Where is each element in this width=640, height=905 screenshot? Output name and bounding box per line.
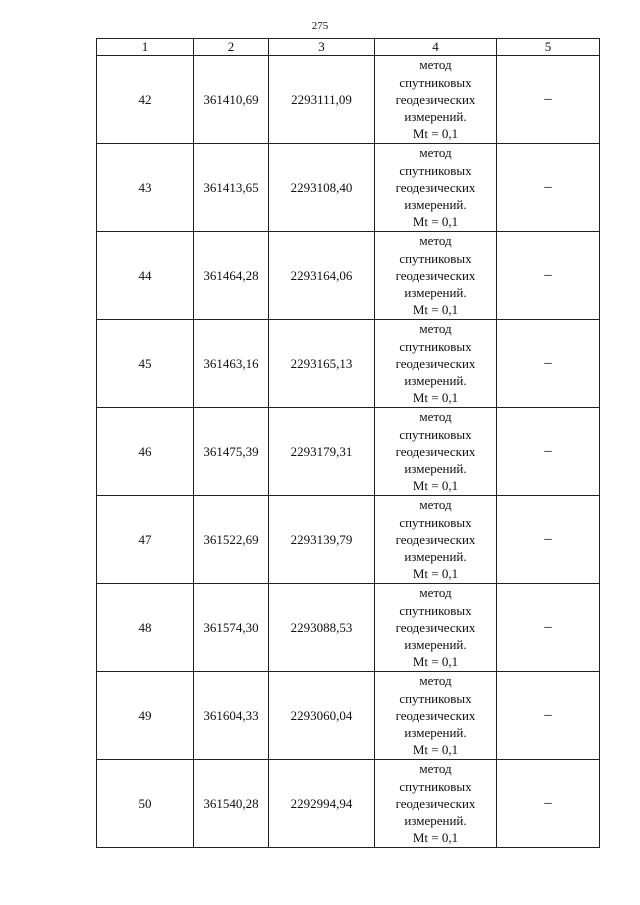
method-line: спутниковых: [399, 426, 472, 442]
point-number-cell: 45: [97, 320, 194, 408]
method-cell: [375, 760, 497, 848]
method-line: геодезических: [395, 795, 476, 811]
table-row: [97, 496, 600, 584]
table-row: [97, 408, 600, 496]
method-line: измерений.: [404, 549, 467, 565]
method-line: спутниковых: [399, 690, 472, 706]
method-cell: [375, 672, 497, 760]
method-line: измерений.: [404, 109, 467, 125]
x-coordinate-cell: 361604,33: [194, 672, 269, 760]
x-coordinate-cell: 361540,28: [194, 760, 269, 848]
method-line: Mt = 0,1: [412, 478, 459, 494]
method-line: метод: [419, 409, 452, 425]
point-number-cell: 49: [97, 672, 194, 760]
y-coordinate-cell: 2293088,53: [269, 584, 375, 672]
table-row: [97, 232, 600, 320]
table-row: [97, 56, 600, 144]
dash-cell: –: [497, 320, 600, 408]
page-number: 275: [311, 20, 329, 32]
method-line: метод: [419, 233, 452, 249]
method-line: измерений.: [404, 373, 467, 389]
column-header-3: 3: [269, 39, 375, 56]
method-cell: [375, 408, 497, 496]
method-line: Mt = 0,1: [412, 566, 459, 582]
method-line: измерений.: [404, 725, 467, 741]
table-row: [97, 584, 600, 672]
method-line: спутниковых: [399, 778, 472, 794]
method-line: спутниковых: [399, 74, 472, 90]
dash-cell: –: [497, 584, 600, 672]
x-coordinate-cell: 361463,16: [194, 320, 269, 408]
method-line: метод: [419, 145, 452, 161]
table-row: [97, 144, 600, 232]
dash-cell: –: [497, 760, 600, 848]
table-row: [97, 320, 600, 408]
x-coordinate-cell: 361464,28: [194, 232, 269, 320]
point-number-cell: 43: [97, 144, 194, 232]
method-line: геодезических: [395, 267, 476, 283]
point-number-cell: 50: [97, 760, 194, 848]
x-coordinate-cell: 361413,65: [194, 144, 269, 232]
table-row: [97, 672, 600, 760]
x-coordinate-cell: 361522,69: [194, 496, 269, 584]
dash-cell: –: [497, 144, 600, 232]
method-line: геодезических: [395, 707, 476, 723]
x-coordinate-cell: 361475,39: [194, 408, 269, 496]
y-coordinate-cell: 2293108,40: [269, 144, 375, 232]
table-row: [97, 760, 600, 848]
column-header-2: 2: [194, 39, 269, 56]
point-number-cell: 42: [97, 56, 194, 144]
method-line: спутниковых: [399, 338, 472, 354]
point-number-cell: 47: [97, 496, 194, 584]
table-header-row: [97, 39, 600, 56]
column-header-1: 1: [97, 39, 194, 56]
method-line: геодезических: [395, 179, 476, 195]
method-line: геодезических: [395, 531, 476, 547]
x-coordinate-cell: 361574,30: [194, 584, 269, 672]
method-line: Mt = 0,1: [412, 654, 459, 670]
y-coordinate-cell: 2293164,06: [269, 232, 375, 320]
method-line: измерений.: [404, 285, 467, 301]
point-number-cell: 44: [97, 232, 194, 320]
method-cell: [375, 320, 497, 408]
y-coordinate-cell: 2292994,94: [269, 760, 375, 848]
dash-cell: –: [497, 56, 600, 144]
method-line: геодезических: [395, 619, 476, 635]
table-body: [97, 56, 600, 848]
method-cell: [375, 232, 497, 320]
method-line: измерений.: [404, 461, 467, 477]
y-coordinate-cell: 2293139,79: [269, 496, 375, 584]
method-line: спутниковых: [399, 162, 472, 178]
point-number-cell: 48: [97, 584, 194, 672]
method-line: измерений.: [404, 637, 467, 653]
method-line: метод: [419, 321, 452, 337]
y-coordinate-cell: 2293111,09: [269, 56, 375, 144]
method-line: метод: [419, 497, 452, 513]
method-cell: [375, 56, 497, 144]
method-cell: [375, 144, 497, 232]
method-line: Mt = 0,1: [412, 126, 459, 142]
method-cell: [375, 496, 497, 584]
point-number-cell: 46: [97, 408, 194, 496]
coordinates-table: [96, 38, 600, 848]
method-line: геодезических: [395, 91, 476, 107]
method-line: Mt = 0,1: [412, 302, 459, 318]
column-header-4: 4: [375, 39, 497, 56]
method-line: метод: [419, 585, 452, 601]
method-line: Mt = 0,1: [412, 214, 459, 230]
y-coordinate-cell: 2293179,31: [269, 408, 375, 496]
dash-cell: –: [497, 672, 600, 760]
method-line: спутниковых: [399, 250, 472, 266]
method-line: геодезических: [395, 443, 476, 459]
y-coordinate-cell: 2293165,13: [269, 320, 375, 408]
method-line: Mt = 0,1: [412, 390, 459, 406]
y-coordinate-cell: 2293060,04: [269, 672, 375, 760]
dash-cell: –: [497, 232, 600, 320]
method-line: спутниковых: [399, 602, 472, 618]
method-line: метод: [419, 761, 452, 777]
method-line: геодезических: [395, 355, 476, 371]
dash-cell: –: [497, 496, 600, 584]
method-line: измерений.: [404, 197, 467, 213]
method-line: Mt = 0,1: [412, 830, 459, 846]
dash-cell: –: [497, 408, 600, 496]
column-header-5: 5: [497, 39, 600, 56]
method-line: метод: [419, 673, 452, 689]
method-line: Mt = 0,1: [412, 742, 459, 758]
method-line: спутниковых: [399, 514, 472, 530]
method-line: измерений.: [404, 813, 467, 829]
method-line: метод: [419, 57, 452, 73]
method-cell: [375, 584, 497, 672]
x-coordinate-cell: 361410,69: [194, 56, 269, 144]
